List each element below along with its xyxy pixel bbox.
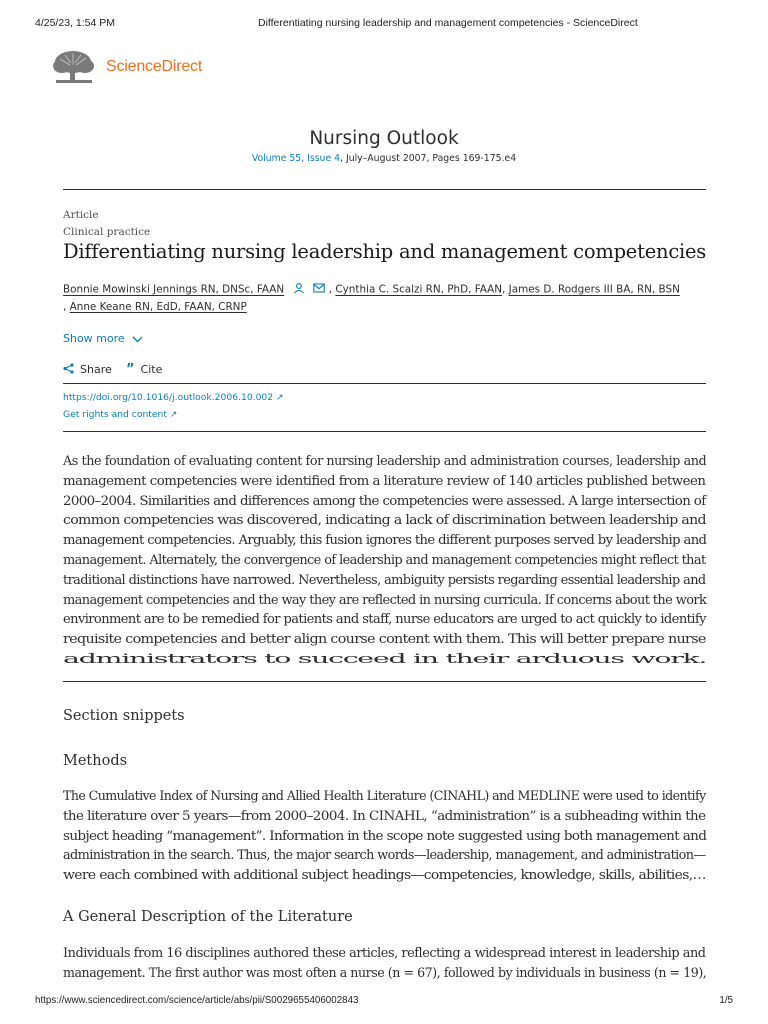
- authors-line-2: [63, 301, 247, 313]
- abstract-line: 2000–2004. Similarities and differences among the competencies were assessed. A large intersection of: [63, 492, 706, 508]
- abstract: [63, 451, 768, 669]
- abstract-line: management. Alternately, the convergence of leadership and management competencies might reflect that: [63, 551, 706, 567]
- person-icon[interactable]: [293, 282, 305, 297]
- print-datetime: 4/25/23, 1:54 PM: [35, 17, 115, 29]
- divider: [63, 383, 706, 384]
- cite-button[interactable]: [126, 363, 162, 376]
- divider: [63, 189, 706, 190]
- methods-line: were each combined with additional subject headings—competencies, knowledge, skills, abilities,…: [63, 867, 706, 883]
- quote-icon: ”: [126, 362, 135, 377]
- chevron-down-icon: [132, 333, 143, 346]
- methods-line: administration in the search. Thus, the major search words—leadership, management, and administration—: [63, 847, 706, 863]
- article-category: Clinical practice: [63, 226, 151, 238]
- elsevier-tree-logo[interactable]: [50, 49, 97, 87]
- share-icon: [63, 363, 74, 377]
- rights-label: Get rights and content: [63, 409, 167, 420]
- author-separator: ,: [502, 283, 506, 296]
- print-url: https://www.sciencedirect.com/science/article/abs/pii/S0029655406002843: [35, 995, 359, 1006]
- authors-line-1: [63, 282, 680, 297]
- doi-link[interactable]: [63, 392, 284, 403]
- author-link[interactable]: Anne Keane RN, EdD, FAAN, CRNP: [69, 301, 247, 313]
- literature-heading[interactable]: A General Description of the Literature: [63, 909, 353, 925]
- print-page-title: Differentiating nursing leadership and management competencies - ScienceDirect: [258, 17, 638, 29]
- doi-url: https://doi.org/10.1016/j.outlook.2006.10.002: [63, 392, 274, 403]
- abstract-line: administrators to succeed in their arduous work.: [63, 650, 707, 666]
- abstract-line: As the foundation of evaluating content for nursing leadership and administration courses, leadership and: [63, 453, 707, 468]
- abstract-line: common competencies was discovered, indicating a lack of discrimination between leadership and: [63, 512, 706, 528]
- external-link-icon: ↗: [169, 410, 178, 420]
- author-link[interactable]: Cynthia C. Scalzi RN, PhD, FAAN: [335, 283, 503, 296]
- methods-heading[interactable]: Methods: [63, 753, 128, 769]
- section-snippets-heading: Section snippets: [63, 708, 185, 724]
- literature-snippet: [63, 943, 706, 983]
- divider: [63, 681, 706, 682]
- external-link-icon: ↗: [276, 393, 284, 403]
- divider: [63, 431, 706, 432]
- abstract-line: requisite competencies and better align course content with them. This will better prepare nurse: [63, 631, 706, 647]
- methods-line: subject heading “management”. Information in the scope note suggested using both management and: [63, 827, 707, 843]
- cite-label: Cite: [140, 363, 163, 376]
- author-separator: ,: [328, 283, 333, 296]
- methods-line: The Cumulative Index of Nursing and Allied Health Literature (CINAHL) and MEDLINE were used to identify: [63, 788, 706, 803]
- share-button[interactable]: [63, 363, 112, 377]
- show-more-button[interactable]: [63, 332, 143, 346]
- literature-line: management. The first author was most often a nurse (n = 67), followed by individuals in business (n = 19),: [63, 964, 707, 980]
- methods-snippet: [63, 786, 768, 885]
- author-link[interactable]: Bonnie Mowinski Jennings RN, DNSc, FAAN: [63, 283, 285, 296]
- journal-issue-line: [0, 153, 768, 164]
- article-title: Differentiating nursing leadership and management competencies: [63, 240, 707, 263]
- sciencedirect-logo-text[interactable]: ScienceDirect: [106, 58, 203, 75]
- abstract-line: environment are to be remedied for patients and staff, nurse educators are urged to act quickly to identify: [63, 611, 706, 627]
- abstract-line: management competencies. Arguably, this fusion ignores the different purposes served by leadership and: [63, 532, 707, 548]
- print-page-number: 1/5: [719, 995, 733, 1006]
- methods-line: the literature over 5 years—from 2000–2004. In CINAHL, “administration” is a subheading within the: [63, 807, 706, 823]
- journal-title[interactable]: Nursing Outlook: [309, 128, 459, 149]
- share-label: Share: [80, 363, 112, 376]
- email-icon[interactable]: [313, 283, 325, 296]
- volume-issue-link[interactable]: Volume 55, Issue 4: [251, 153, 341, 164]
- issue-details: , July–August 2007, Pages 169-175.e4: [340, 153, 517, 164]
- get-rights-link[interactable]: [63, 409, 177, 420]
- show-more-label: Show more: [63, 332, 125, 345]
- abstract-line: management competencies and the way they are reflected in nursing curricula. If concerns about the work: [63, 591, 707, 607]
- abstract-line: management competencies were identified from a literature review of 140 articles published between: [63, 472, 706, 488]
- literature-line: Individuals from 16 disciplines authored these articles, reflecting a widespread interest in leadership and: [63, 945, 706, 960]
- author-separator: ,: [63, 301, 67, 313]
- abstract-line: traditional distinctions have narrowed. Nevertheless, ambiguity persists regarding essential leadership and: [63, 571, 706, 587]
- article-type: Article: [63, 209, 99, 221]
- author-link[interactable]: James D. Rodgers III BA, RN, BSN: [508, 283, 680, 296]
